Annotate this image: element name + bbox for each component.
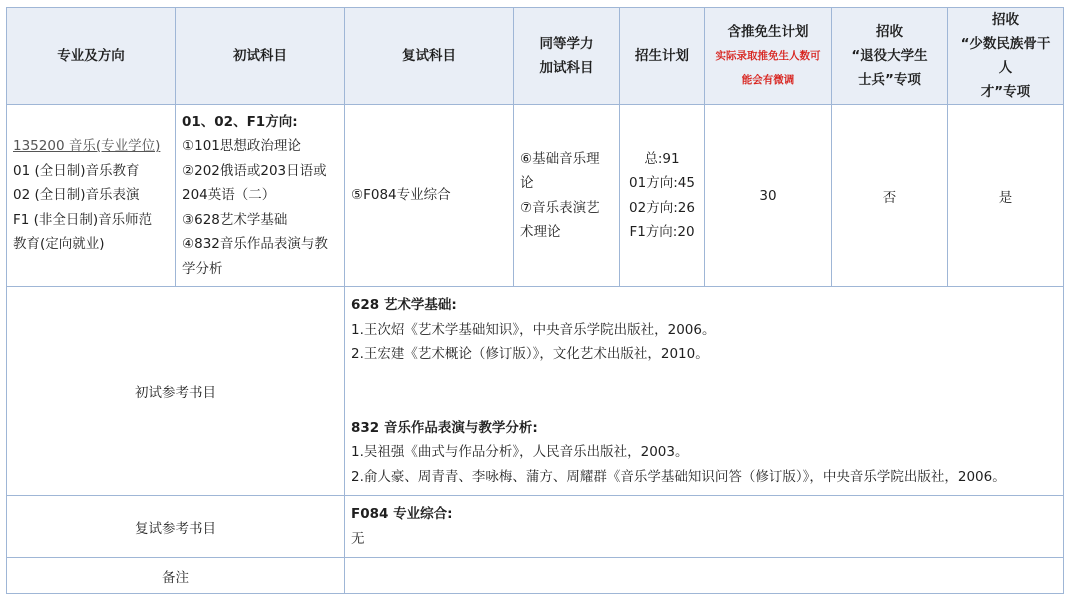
major-cell: [7, 105, 176, 287]
header-veteran-line2: “退役大学生: [851, 48, 928, 64]
retest-refs-text: 无: [351, 530, 365, 547]
plan-total: 总:91: [644, 150, 680, 167]
header-exempt-title: 含推免生计划: [727, 24, 809, 40]
major-row: [7, 105, 1064, 287]
admission-table: [6, 7, 1064, 594]
header-prelim-subjects: 初试科目: [176, 8, 345, 105]
header-veteran: [832, 8, 948, 105]
direction-f1-cont: 教育(定向就业): [13, 236, 105, 253]
prelim-subject-2: ②202俄语或203日语或: [182, 162, 327, 179]
header-minority-line2: “少数民族骨干人: [960, 36, 1051, 76]
remarks-label: 备注: [7, 558, 345, 594]
remarks-row: [7, 558, 1064, 594]
plan-02: 02方向:26: [629, 199, 695, 216]
retest-cell: [345, 105, 514, 287]
minority-cell: 是: [948, 105, 1064, 287]
retest-refs-title: F084 专业综合:: [351, 506, 453, 522]
retest-refs-row: [7, 496, 1064, 558]
header-minority-line3: 才”专项: [980, 84, 1031, 100]
plan-f1: F1方向:20: [629, 224, 695, 240]
retest-refs-content: [345, 496, 1064, 558]
major-code-link[interactable]: 135200 音乐(专业学位): [13, 138, 161, 155]
book628-title: 628 艺术学基础:: [351, 297, 457, 313]
book832-title: 832 音乐作品表演与教学分析:: [351, 419, 538, 436]
equiv-subject-2: ⑦音乐表演艺: [520, 199, 600, 216]
spacer: [351, 367, 1057, 416]
header-equiv-line2: 加试科目: [539, 60, 594, 76]
header-retest-subjects: 复试科目: [345, 8, 514, 105]
book832-item-2: 2.俞人豪、周青青、李咏梅、蒲方、周耀群《音乐学基础知识问答（修订版）》，中央音乐学院出版社，2006。: [351, 468, 1006, 485]
header-row: [7, 8, 1064, 105]
remarks-content: [345, 558, 1064, 594]
book628-item-1: 1.王次炤《艺术学基础知识》，中央音乐学院出版社，2006。: [351, 321, 716, 338]
direction-01: 01 (全日制)音乐教育: [13, 162, 140, 179]
header-equivalent-subjects: [514, 8, 620, 105]
header-exempt-plan: [705, 8, 832, 105]
plan-01: 01方向:45: [629, 175, 695, 191]
prelim-head: 01、02、F1方向:: [182, 113, 298, 130]
equiv-subject-2-cont: 术理论: [520, 224, 561, 240]
direction-02: 02 (全日制)音乐表演: [13, 187, 140, 204]
prelim-refs-content: [345, 287, 1064, 496]
header-exempt-note1: 实际录取推免生人数可: [715, 50, 821, 62]
plan-cell: [620, 105, 705, 287]
equiv-cell: [514, 105, 620, 287]
book832-item-1: 1.吴祖强《曲式与作品分析》，人民音乐出版社，2003。: [351, 444, 689, 460]
header-veteran-line3: 士兵”专项: [858, 72, 921, 88]
exempt-cell: 30: [705, 105, 832, 287]
equiv-subject-1: ⑥基础音乐理: [520, 150, 600, 167]
header-major: 专业及方向: [7, 8, 176, 105]
header-minority-line1: 招收: [992, 12, 1019, 28]
veteran-cell: 否: [832, 105, 948, 287]
prelim-subject-2-cont: 204英语（二）: [182, 187, 276, 204]
book628-item-2: 2.王宏建《艺术概论（修订版）》，文化艺术出版社，2010。: [351, 346, 709, 362]
direction-f1: F1 (非全日制)音乐师范: [13, 211, 153, 228]
header-plan: 招生计划: [620, 8, 705, 105]
prelim-subject-3: ③628艺术学基础: [182, 211, 288, 228]
prelim-subject-4-cont: 学分析: [182, 260, 223, 277]
prelim-subject-4: ④832音乐作品表演与教: [182, 236, 328, 253]
prelim-refs-row: [7, 287, 1064, 496]
header-veteran-line1: 招收: [876, 24, 903, 40]
retest-subject: ⑤F084专业综合: [351, 187, 451, 204]
retest-refs-label: 复试参考书目: [7, 496, 345, 558]
header-exempt-note2: 能会有微调: [741, 74, 795, 86]
prelim-subject-1: ①101思想政治理论: [182, 138, 301, 155]
header-minority: [948, 8, 1064, 105]
equiv-subject-1-cont: 论: [520, 175, 534, 191]
prelim-cell: [176, 105, 345, 287]
header-equiv-line1: 同等学力: [539, 36, 594, 52]
prelim-refs-label: 初试参考书目: [7, 287, 345, 496]
